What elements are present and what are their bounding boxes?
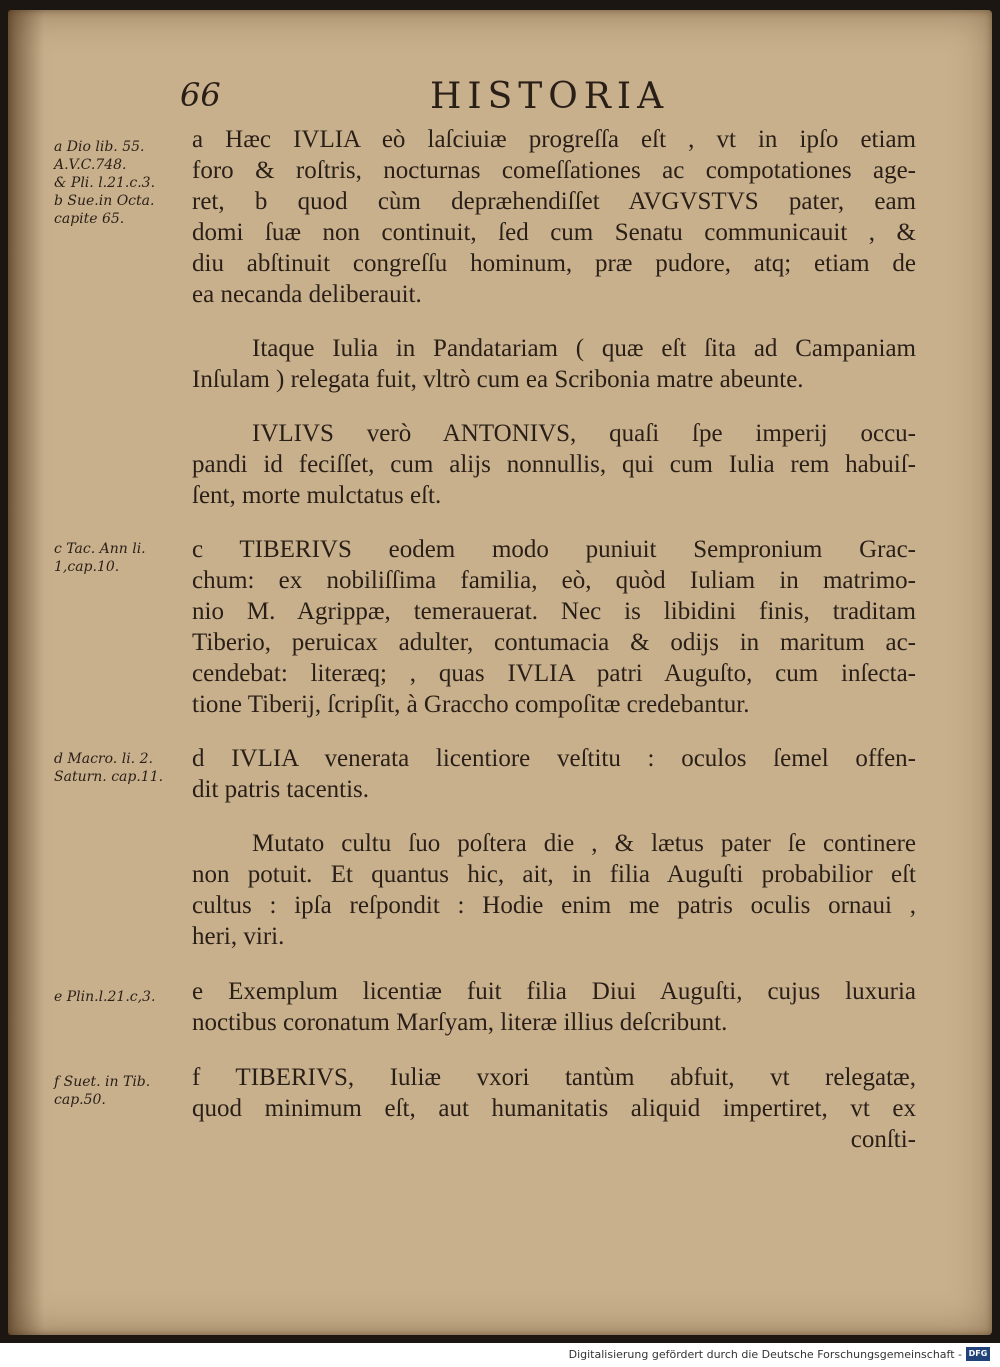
text-line: tione Tiberij, ſcripſit, à Graccho compoſitæ credebantur. [192,691,750,718]
margin-note-line: A.V.C.748. [54,157,127,173]
margin-note-line: c Tac. Ann li. [54,541,146,557]
text-line: d IVLIA venerata licentiore veſtitu : oculos ſemel offen- [192,745,916,772]
margin-note-line: cap.50. [54,1092,106,1108]
text-line: ſent, morte mulctatus eſt. [192,482,442,509]
margin-note-line: Saturn. cap.11. [54,769,164,785]
catchword: conſti- [850,1126,916,1153]
text-line: domi ſuæ non continuit, ſed cum Senatu communicauit , & [192,219,916,246]
text-line: cendebat: literæq; , quas IVLIA patri Auguſto, cum inſecta- [192,660,916,687]
margin-note-line: e Plin.l.21.c,3. [54,989,156,1005]
margin-note-f [54,1073,194,1109]
paragraph-7 [192,976,916,1038]
text-line: quod minimum eſt, aut humanitatis aliquid impertiret, vt ex [192,1095,916,1122]
text-line: e Exemplum licentiæ fuit filia Diui Auguſti, cujus luxuria [192,978,916,1005]
margin-note-c [54,540,194,576]
paragraph-2 [192,333,916,395]
text-line: diu abſtinuit congreſſu hominum, præ pudore, atq; etiam de [192,250,916,277]
text-line: ret, b quod cùm depræhendiſſet AVGVSTVS pater, eam [192,188,916,215]
margin-note-line: d Macro. li. 2. [54,751,153,767]
text-line: pandi id feciſſet, cum alijs nonnullis, qui cum Iulia rem habuiſ- [192,451,916,478]
paragraph-4 [192,534,916,720]
margin-note-d [54,750,194,786]
margin-note-line: b Sue.in Octa. [54,193,155,209]
text-line: nio M. Agrippæ, temerauerat. Nec is libidini finis, traditam [192,598,916,625]
text-line: Inſulam ) relegata fuit, vltrò cum ea Scribonia matre abeunte. [192,366,804,393]
text-line: Mutato cultu ſuo poſtera die , & lætus pater ſe continere [252,830,916,857]
paragraph-8 [192,1062,916,1155]
margin-note-line: f Suet. in Tib. [54,1074,151,1090]
text-line: dit patris tacentis. [192,776,370,803]
paragraph-6 [192,828,916,952]
funding-credit: Digitalisierung gefördert durch die Deutsche Forschungsgemeinschaft - [568,1348,962,1361]
paragraph-3 [192,418,916,511]
margin-note-line: 1,cap.10. [54,559,120,575]
paragraph-1 [192,124,916,310]
text-line: Itaque Iulia in Pandatariam ( quæ eſt ſita ad Campaniam [252,335,916,362]
paragraph-5 [192,743,916,805]
margin-note-line: & Pli. l.21.c.3. [54,175,156,191]
text-line: ea necanda deliberauit. [192,281,422,308]
dfg-logo-icon: DFG [966,1347,990,1361]
margin-note-line: capite 65. [54,211,125,227]
footer-bar [0,1343,1000,1367]
page-header [0,76,1000,120]
text-line: IVLIVS verò ANTONIVS, quaſi ſpe imperij occu- [252,420,916,447]
page-number: 66 [180,76,221,114]
text-line: Tiberio, peruicax adulter, contumacia & odijs in maritum ac- [192,629,916,656]
text-line: f TIBERIVS, Iuliæ vxori tantùm abfuit, vt relegatæ, [192,1064,916,1091]
text-line: chum: ex nobiliſſima familia, eò, quòd Iuliam in matrimo- [192,567,916,594]
margin-note-line: a Dio lib. 55. [54,139,145,155]
text-line: noctibus coronatum Marſyam, literæ illius deſcribunt. [192,1009,728,1036]
text-line: a Hæc IVLIA eò laſciuiæ progreſſa eſt , vt in ipſo etiam [192,126,916,153]
margin-note-e [54,988,194,1006]
text-line: non potuit. Et quantus hic, ait, in filia Auguſti probabilior eſt [192,861,916,888]
text-line: heri, viri. [192,923,285,950]
text-line: foro & roſtris, nocturnas comeſſationes ac compotationes age- [192,157,916,184]
margin-note-a-b [54,138,194,228]
running-title: HISTORIA [430,76,670,117]
text-line: c TIBERIVS eodem modo puniuit Sempronium Grac- [192,536,916,563]
page-gutter [8,10,44,1335]
text-line: cultus : ipſa reſpondit : Hodie enim me patris oculis ornaui , [192,892,916,919]
